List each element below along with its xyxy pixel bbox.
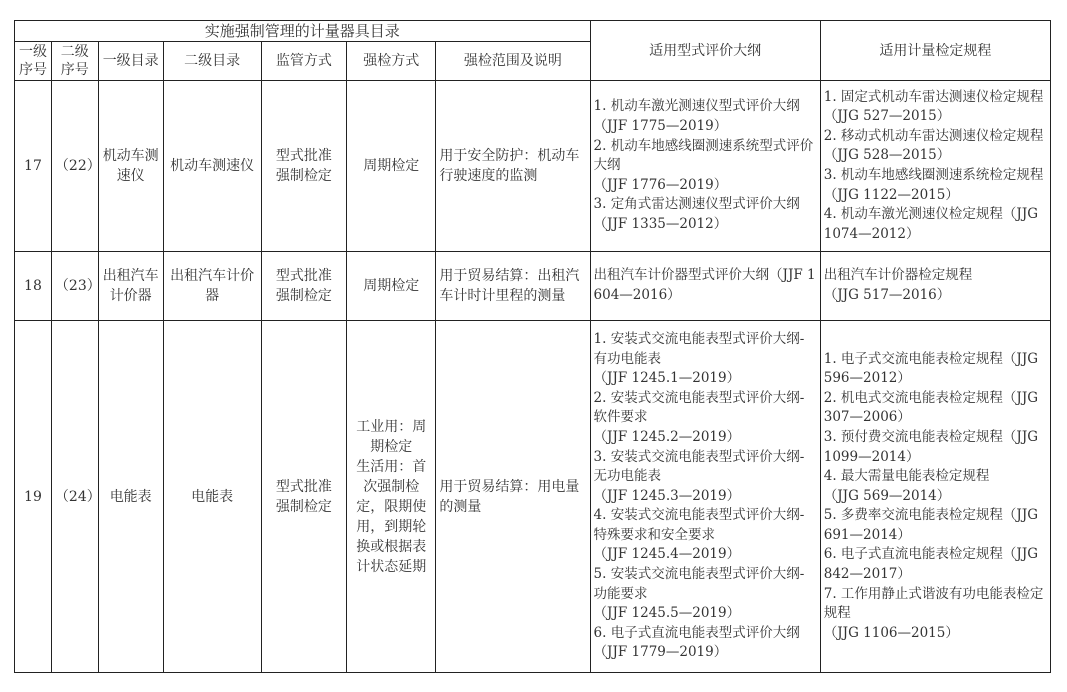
list-item: （JJG 569—2014） — [823, 487, 951, 504]
level1-no: 18 — [15, 252, 52, 321]
list-item: 2. 机动车地感线圈测速系统型式评价大纲 — [593, 137, 814, 174]
list-item: （JJF 1776—2019） — [593, 176, 728, 193]
list-item: 3. 安装式交流电能表型式评价大纲-无功电能表 — [593, 448, 805, 485]
inspection-mode: 周期检定 — [347, 81, 436, 252]
list-item: （JJG 1106—2015） — [823, 624, 959, 641]
level1-no: 17 — [15, 81, 52, 252]
list-item: 5. 多费率交流电能表检定规程（JJG 691—2014） — [823, 507, 1039, 543]
level2-catalog: 电能表 — [163, 321, 261, 673]
metrology-instrument-catalog-table — [14, 20, 1051, 673]
level2-catalog: 出租汽车计价器 — [163, 252, 261, 321]
level2-no: （24） — [51, 321, 98, 673]
header-scope: 强检范围及说明 — [436, 42, 590, 81]
table-row — [15, 81, 1051, 252]
list-item: 6. 电子式直流电能表型式评价大纲（JJF 1779—2019） — [593, 624, 800, 661]
list-item: 出租汽车计价器检定规程 — [823, 267, 973, 284]
type-evaluation-list — [590, 252, 820, 321]
level1-catalog: 电能表 — [98, 321, 163, 673]
header-level1-catalog: 一级目录 — [98, 42, 163, 81]
list-item: 2. 机电式交流电能表检定规程（JJG 307—2006） — [823, 389, 1039, 426]
list-item: 1. 安装式交流电能表型式评价大纲-有功电能表 — [593, 330, 805, 367]
verification-list — [820, 252, 1050, 321]
type-evaluation-list — [590, 81, 820, 252]
list-item: 1. 电子式交流电能表检定规程（JJG 596—2012） — [823, 350, 1039, 387]
table-title: 实施强制管理的计量器具目录 — [15, 21, 591, 42]
list-item: （JJF 1245.5—2019） — [593, 605, 741, 622]
table-row — [15, 321, 1051, 673]
table-row — [15, 252, 1051, 321]
verification-list — [820, 321, 1050, 673]
level2-no: （22） — [51, 81, 98, 252]
inspection-mode: 周期检定 — [347, 252, 436, 321]
supervision: 型式批准强制检定 — [261, 252, 347, 321]
list-item: 出租汽车计价器型式评价大纲（JJF 1604—2016） — [593, 267, 816, 303]
verification-list — [820, 81, 1050, 252]
level1-catalog: 出租汽车计价器 — [98, 252, 163, 321]
list-item: 2. 安装式交流电能表型式评价大纲-软件要求 — [593, 389, 805, 426]
header-verification: 适用计量检定规程 — [820, 21, 1050, 81]
inspection-mode — [347, 321, 436, 673]
list-item: 3. 定角式雷达测速仪型式评价大纲（JJF 1335—2012） — [593, 196, 800, 232]
header-level1-no: 一级序号 — [15, 42, 52, 81]
list-item: （JJG 517—2016） — [823, 287, 951, 303]
scope: 用于贸易结算：用电量的测量 — [436, 321, 590, 673]
list-item: （JJF 1245.2—2019） — [593, 428, 741, 445]
list-item: 7. 工作用静止式谐波有功电能表检定规程 — [823, 585, 1044, 622]
list-item: 6. 电子式直流电能表检定规程（JJG 842—2017） — [823, 546, 1039, 583]
list-item: 4. 最大需量电能表检定规程 — [823, 468, 990, 485]
supervision: 型式批准强制检定 — [261, 321, 347, 673]
scope: 用于贸易结算：出租汽车计时计里程的测量 — [436, 252, 590, 321]
list-item: 1. 固定式机动车雷达测速仪检定规程（JJG 527—2015） — [823, 88, 1044, 125]
level1-no: 19 — [15, 321, 52, 673]
list-item: （JJF 1245.3—2019） — [593, 487, 741, 504]
type-evaluation-list — [590, 321, 820, 673]
list-item: 4. 安装式交流电能表型式评价大纲-特殊要求和安全要求 — [593, 507, 805, 543]
list-item: （JJF 1245.4—2019） — [593, 546, 741, 563]
list-item: 2. 移动式机动车雷达测速仪检定规程（JJG 528—2015） — [823, 127, 1044, 164]
level1-catalog: 机动车测速仪 — [98, 81, 163, 252]
list-item: （JJF 1245.1—2019） — [593, 370, 741, 387]
header-level2-catalog: 二级目录 — [163, 42, 261, 81]
header-type-evaluation: 适用型式评价大纲 — [590, 21, 820, 81]
list-item: 3. 机动车地感线圈测速系统检定规程（JJG 1122—2015） — [823, 167, 1044, 203]
level2-no: （23） — [51, 252, 98, 321]
header-inspection-mode: 强检方式 — [347, 42, 436, 81]
list-item: 4. 机动车激光测速仪检定规程（JJG 1074—2012） — [823, 206, 1039, 242]
header-supervision: 监管方式 — [261, 42, 347, 81]
inspection-mode-line: 生活用：首次强制检定，限期使用，到期轮换或根据表计状态延期 — [356, 458, 427, 575]
scope: 用于安全防护：机动车行驶速度的监测 — [436, 81, 590, 252]
supervision: 型式批准强制检定 — [261, 81, 347, 252]
list-item: 3. 预付费交流电能表检定规程（JJG 1099—2014） — [823, 428, 1039, 465]
header-level2-no: 二级序号 — [51, 42, 98, 81]
list-item: 1. 机动车激光测速仪型式评价大纲（JJF 1775—2019） — [593, 98, 800, 135]
list-item: 5. 安装式交流电能表型式评价大纲-功能要求 — [593, 566, 805, 602]
level2-catalog: 机动车测速仪 — [163, 81, 261, 252]
inspection-mode-line: 工业用：周期检定 — [356, 418, 427, 455]
